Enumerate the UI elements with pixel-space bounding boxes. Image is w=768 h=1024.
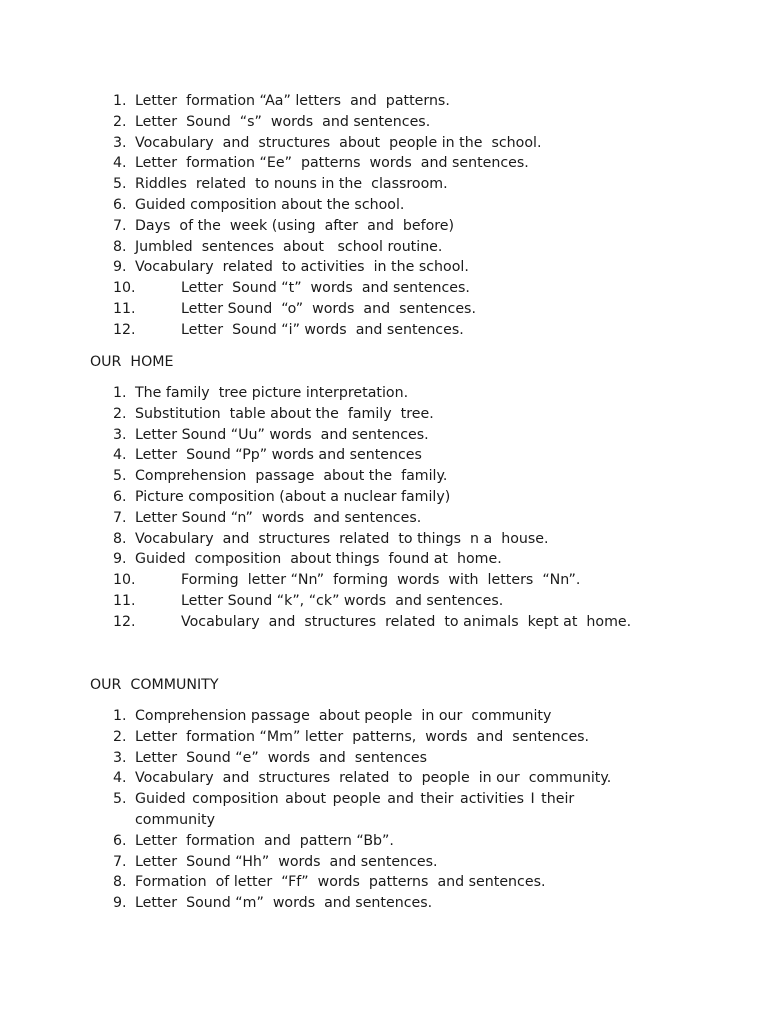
item-text: Vocabulary and structures related to people in our community.	[135, 770, 612, 787]
item-text: Letter Sound “Hh” words and sentences.	[135, 853, 438, 870]
item-text: Formation of letter “Ff” words patterns and sentences.	[135, 874, 546, 891]
item-number: 7.	[113, 853, 127, 870]
item-number: 8.	[113, 530, 127, 547]
item-text: Letter formation “Ee” patterns words and sentences.	[135, 155, 529, 172]
item-text: Letter Sound “i” words and sentences.	[181, 321, 464, 338]
section-heading-our-home: OUR HOME	[90, 354, 174, 370]
item-text: Letter Sound “o” words and sentences.	[181, 300, 476, 317]
item-number: 11.	[113, 300, 136, 317]
item-number: 4.	[113, 155, 127, 172]
item-text: The family tree picture interpretation.	[135, 385, 409, 401]
item-number: 3.	[113, 749, 127, 766]
item-number: 4.	[113, 447, 127, 464]
item-text: Letter Sound “s” words and sentences.	[135, 113, 431, 130]
item-number: 9.	[113, 895, 127, 912]
item-text: Substitution table about the family tree.	[135, 405, 434, 422]
item-number: 5.	[113, 468, 127, 485]
item-number: 7.	[113, 217, 127, 234]
section-heading-our-community: OUR COMMUNITY	[90, 677, 219, 693]
item-text: Riddles related to nouns in the classroom.	[135, 176, 448, 193]
item-text: Guided composition about people and their activities I their community	[135, 791, 575, 828]
item-number: 4.	[113, 770, 127, 787]
item-number: 8.	[113, 874, 127, 891]
item-number: 10.	[113, 572, 136, 589]
item-number: 10.	[113, 280, 136, 297]
item-text: Vocabulary and structures about people in the school.	[135, 134, 542, 151]
item-text: Vocabulary and structures related to things n a house.	[135, 530, 549, 547]
item-number: 11.	[113, 592, 136, 609]
item-text: Letter formation and pattern “Bb”.	[135, 832, 394, 849]
item-number: 3.	[113, 426, 127, 443]
item-number: 6.	[113, 832, 127, 849]
item-number: 6.	[113, 488, 127, 505]
item-text: Letter Sound “Pp” words and sentences	[135, 447, 422, 464]
item-number: 9.	[113, 259, 127, 276]
item-number: 9.	[113, 551, 127, 568]
item-text: Letter Sound “e” words and sentences	[135, 749, 428, 766]
item-text: Picture composition (about a nuclear family)	[135, 488, 451, 505]
item-text: Vocabulary and structures related to animals kept at home.	[181, 613, 632, 630]
item-text: Letter Sound “t” words and sentences.	[181, 280, 470, 297]
item-number: 2.	[113, 113, 127, 130]
item-text: Vocabulary related to activities in the school.	[135, 259, 469, 276]
item-number: 5.	[113, 791, 127, 808]
item-text: Forming letter “Nn” forming words with letters “Nn”.	[181, 572, 581, 589]
item-text: Letter Sound “k”, “ck” words and sentences.	[181, 592, 504, 609]
item-number: 5.	[113, 176, 127, 193]
item-number: 2.	[113, 405, 127, 422]
item-text: Jumbled sentences about school routine.	[135, 238, 443, 255]
item-text: Guided composition about the school.	[135, 196, 405, 213]
item-text: Letter formation “Mm” letter patterns, words and sentences.	[135, 728, 590, 745]
item-number: 1.	[113, 385, 127, 401]
item-text: Comprehension passage about people in our community	[135, 708, 552, 724]
item-number: 2.	[113, 728, 127, 745]
item-number: 3.	[113, 134, 127, 151]
item-text: Letter Sound “m” words and sentences.	[135, 895, 433, 912]
item-text: Letter formation “Aa” letters and patterns.	[135, 93, 450, 109]
item-number: 12.	[113, 613, 136, 630]
item-text: Days of the week (using after and before)	[135, 217, 455, 234]
item-text: Guided composition about things found at home.	[135, 551, 502, 568]
item-number: 1.	[113, 708, 127, 724]
item-text: Letter Sound “Uu” words and sentences.	[135, 426, 429, 443]
item-number: 6.	[113, 196, 127, 213]
item-text: Comprehension passage about the family.	[135, 468, 448, 485]
item-number: 12.	[113, 321, 136, 338]
item-number: 8.	[113, 238, 127, 255]
item-number: 7.	[113, 509, 127, 526]
item-number: 1.	[113, 93, 127, 109]
item-text: Letter Sound “n” words and sentences.	[135, 509, 422, 526]
